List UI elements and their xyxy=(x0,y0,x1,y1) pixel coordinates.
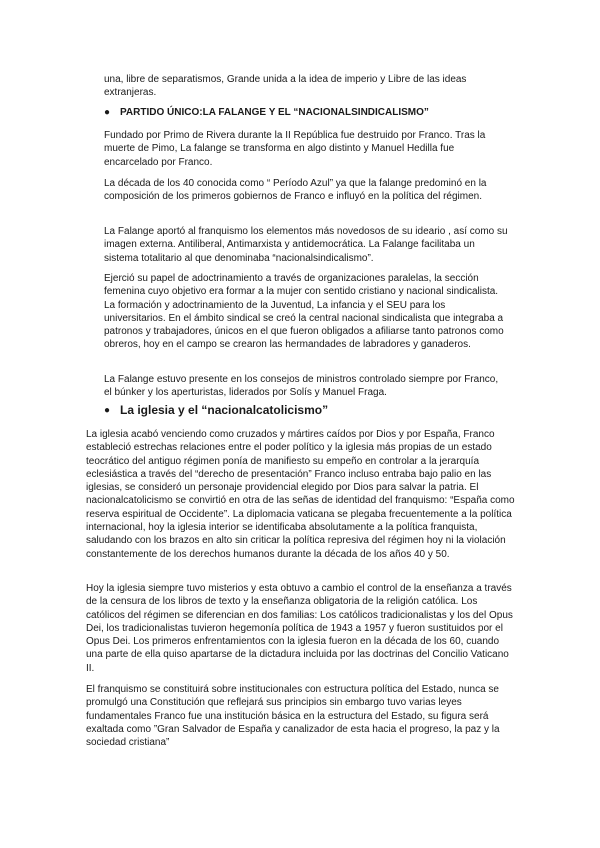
paragraph: Hoy la iglesia siempre tuvo misterios y esta obtuvo a cambio el control de la enseñanza a través de la censura de los libros de texto y la enseñanza obligatoria de la religión católica. Los católicos del régimen se diferencian en dos familias: Los católicos tradicionalistas y los del Opus Dei, los tradicionalistas tuvieron hegemonía política de 1943 a 1957 y fueron sustituidos por el Opus Dei. Los primeros enfrentamientos con la iglesia fueron en la década de los 60, cuando una parte de ella quiso apartarse de la dictadura incluida por las doctrinas del Concilio Vaticano II. xyxy=(86,583,513,674)
paragraph: El franquismo se constituirá sobre institucionales con estructura política del Estado, nunca se promulgó una Constitución que reflejará sus principios sin embargo tuvo varias leyes fundamentales Franco fue una institución básica en la estructura del Estado, su figura será exaltada como ”Gran Salvador de España y canalizador de esta hacia el progreso, la paz y la sociedad cristiana” xyxy=(86,684,500,749)
paragraph: La década de los 40 conocida como “ Período Azul” ya que la falange predominó en la composición de los primeros gobiernos de Franco e influyó en la política del régimen. xyxy=(104,178,487,203)
intro-continuation: una, libre de separatismos, Grande unida a la idea de imperio y Libre de las ideas extranjeras. xyxy=(104,74,467,99)
paragraph: Ejerció su papel de adoctrinamiento a través de organizaciones paralelas, la sección femenina cuyo objetivo era formar a la mujer con sentido cristiano y nacional sindicalista. La formación y adoctrinamiento de la Juventud, La infancia y el SEU para los universitarios. En el ámbito sindical se creó la central nacional sindicalista que integraba a patronos y trabajadores, únicos en el que fueron obligados a afiliarse tanto patronos como obreros, hoy en el campo se crearon las hermandades de labradores y ganaderos. xyxy=(104,273,504,351)
heading-text: La iglesia y el “nacionalcatolicismo” xyxy=(120,403,329,417)
paragraph: La iglesia acabó venciendo como cruzados y mártires caídos por Dios y por España, Franco estableció estrechas relaciones entre el poder político y la iglesia más propias de un estado teocrático del antiguo régimen ponía de manifiesto su empeño en controlar a la jerarquía eclesiástica a través del “derecho de presentación” Franco incluso entraba bajo palio en las iglesias, se consideró un personaje providencial elegido por Dios para salvar la patria. El nacionalcatolicismo se convirtió en otra de las señas de identidad del franquismo: “España como reserva espiritual de Occidente”. La diplomacia vaticana se plegaba frecuentemente a la política internacional, hoy la iglesia interior se identificaba absolutamente a la política franquista, saludando con los brazos en alto sin criticar la política represiva del régimen hoy ni la violación constantemente de los derechos humanos durante la década de los años 40 y 50. xyxy=(86,429,515,560)
paragraph: La Falange estuvo presente en los consejos de ministros controlado siempre por Franco, el búnker y los aperturistas, liderados por Solís y Manuel Fraga. xyxy=(104,374,499,399)
heading-text: PARTIDO ÚNICO:LA FALANGE Y EL “NACIONALSINDICALISMO” xyxy=(120,107,429,118)
bullet-icon: ● xyxy=(104,107,111,118)
bullet-icon: ● xyxy=(104,405,111,416)
paragraph: Fundado por Primo de Rivera durante la II República fue destruido por Franco. Tras la muerte de Pimo, La falange se transforma en algo distinto y Manuel Hedilla fue encarcelado por Franco. xyxy=(104,130,486,168)
paragraph: La Falange aportó al franquismo los elementos más novedosos de su ideario , así como su imagen externa. Antiliberal, Antimarxista y antidemocrática. La Falange facilitaba un sistema totalitario al que denominaba “nacionalsindicalismo”. xyxy=(104,226,508,264)
